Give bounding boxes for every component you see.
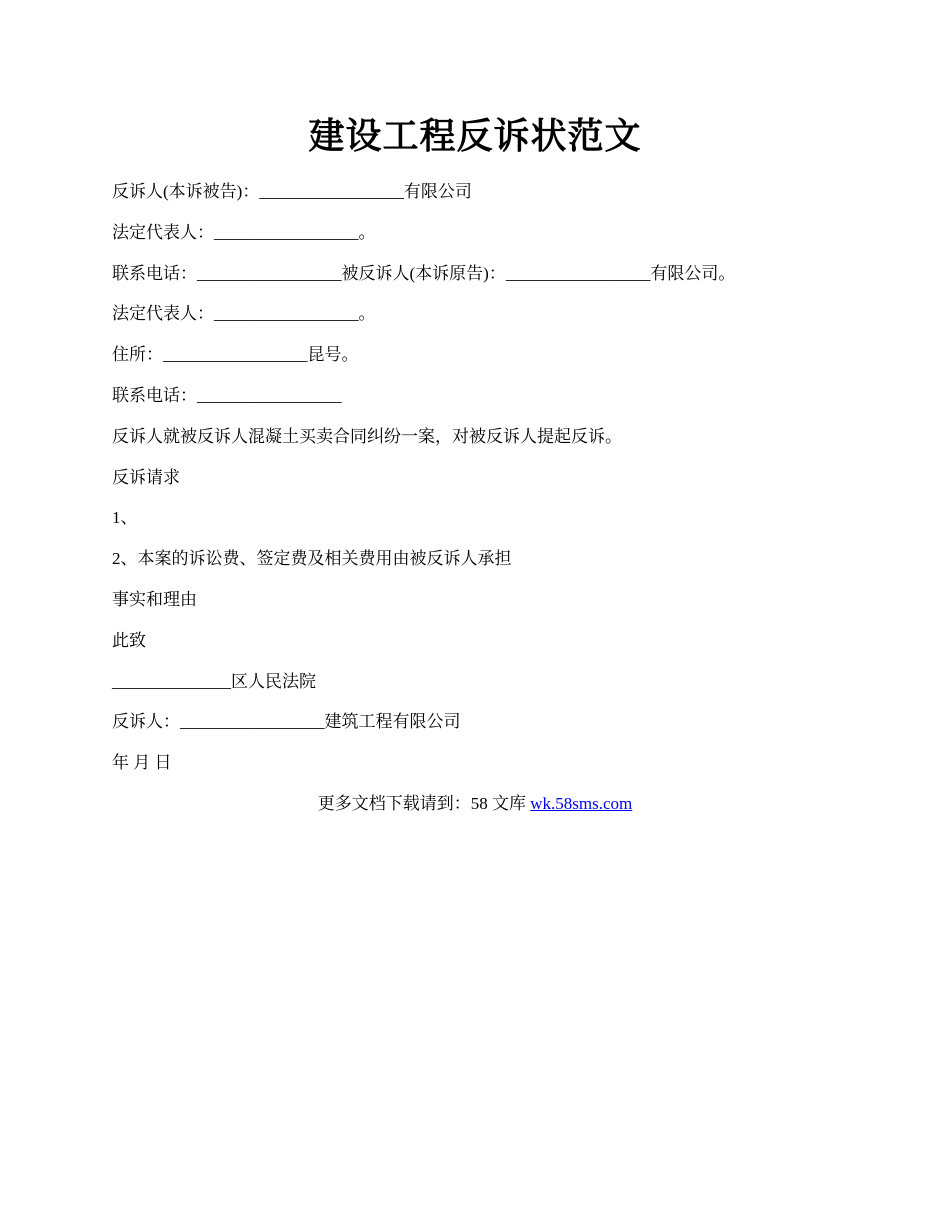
facts-heading: 事实和理由 bbox=[112, 589, 197, 609]
signature-line: 反诉人：_________________建筑工程有限公司 bbox=[112, 712, 461, 732]
court-line: ______________区人民法院 bbox=[112, 671, 316, 691]
date-line: 年 月 日 bbox=[112, 753, 172, 773]
claim-item-1: 1、 bbox=[112, 508, 138, 528]
salutation-line: 此致 bbox=[112, 630, 146, 650]
footer-text: 更多文档下载请到：58 文库 bbox=[317, 794, 531, 813]
respondent-contact-phone-line: 联系电话：_________________ bbox=[112, 385, 342, 405]
footer bbox=[0, 790, 950, 818]
respondent-legal-representative-line: 法定代表人：_________________。 bbox=[112, 304, 376, 324]
address-line: 住所：_________________昆号。 bbox=[112, 345, 359, 365]
claims-heading: 反诉请求 bbox=[112, 467, 180, 487]
legal-representative-line: 法定代表人：_________________。 bbox=[112, 222, 376, 242]
statement-line: 反诉人就被反诉人混凝土买卖合同纠纷一案，对被反诉人提起反诉。 bbox=[112, 426, 622, 446]
claim-item-2: 2、本案的诉讼费、签定费及相关费用由被反诉人承担 bbox=[112, 549, 512, 569]
counterclaimant-line: 反诉人(本诉被告)：_________________有限公司 bbox=[112, 182, 472, 201]
contact-phone-respondent-line: 联系电话：_________________被反诉人(本诉原告)：_________________有限公司。 bbox=[112, 263, 736, 283]
document-title: 建设工程反诉状范文 bbox=[308, 116, 642, 156]
footer-link[interactable]: wk.58sms.com bbox=[530, 794, 633, 813]
document-body bbox=[112, 178, 842, 790]
